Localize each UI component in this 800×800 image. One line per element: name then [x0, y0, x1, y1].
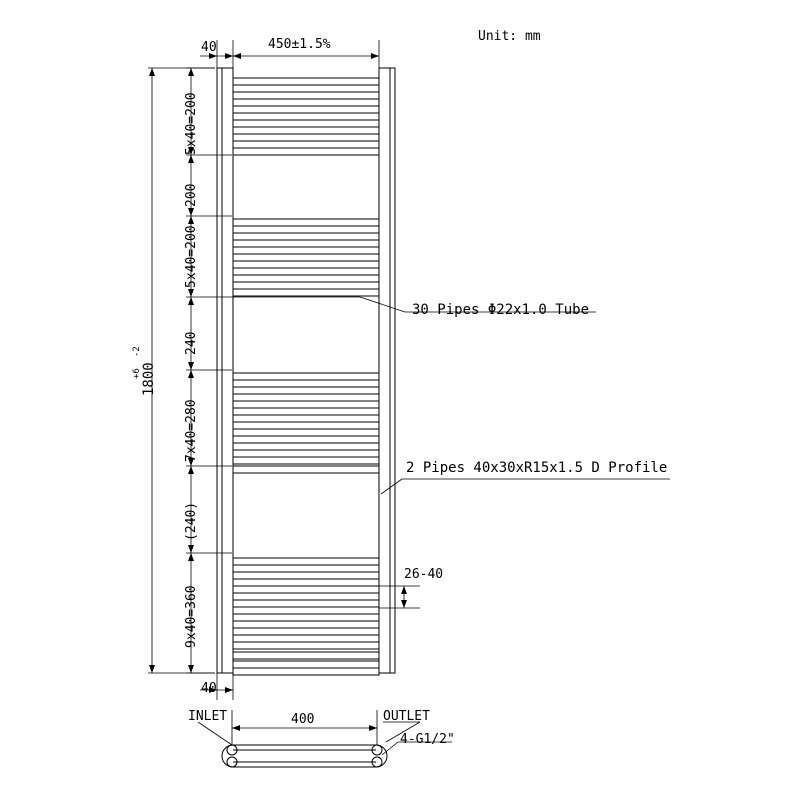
bottom-margin-dim: 40 [201, 681, 217, 696]
center-distance-dim: 400 [291, 712, 315, 727]
callout-tube-pipes: 30 Pipes Φ22x1.0 Tube [412, 302, 590, 318]
inlet-label: INLET [188, 709, 228, 724]
vertical-dim-2: 200 [184, 183, 199, 207]
callout-d-profile: 2 Pipes 40x30xR15x1.5 D Profile [406, 460, 668, 476]
rung-group-bottom [233, 558, 379, 675]
vertical-dim-3: 5x40=200 [184, 225, 199, 288]
thread-callout: 4-G1/2" [400, 732, 455, 747]
rung-group-third [233, 373, 379, 473]
vertical-dim-4: 240 [184, 331, 199, 355]
overall-height-dim: 1800 [141, 362, 157, 396]
outlet-label: OUTLET [383, 709, 430, 724]
rung-group-second [233, 219, 379, 296]
pipe-spacing-dim: 26-40 [404, 567, 444, 582]
overall-height-tol-bottom: -2 [132, 346, 142, 357]
vertical-dim-1: 5x40=200 [184, 92, 199, 155]
vertical-dim-7: 9x40=360 [184, 585, 199, 648]
overall-width-dim: 450±1.5% [268, 37, 331, 52]
vertical-dim-5: 7x40=280 [184, 399, 199, 462]
top-margin-dim: 40 [201, 40, 217, 55]
overall-height-tol-top: +6 [132, 368, 142, 379]
unit-note: Unit: mm [478, 29, 541, 44]
vertical-dim-6: (240) [184, 501, 199, 541]
rung-group-top [233, 78, 379, 155]
